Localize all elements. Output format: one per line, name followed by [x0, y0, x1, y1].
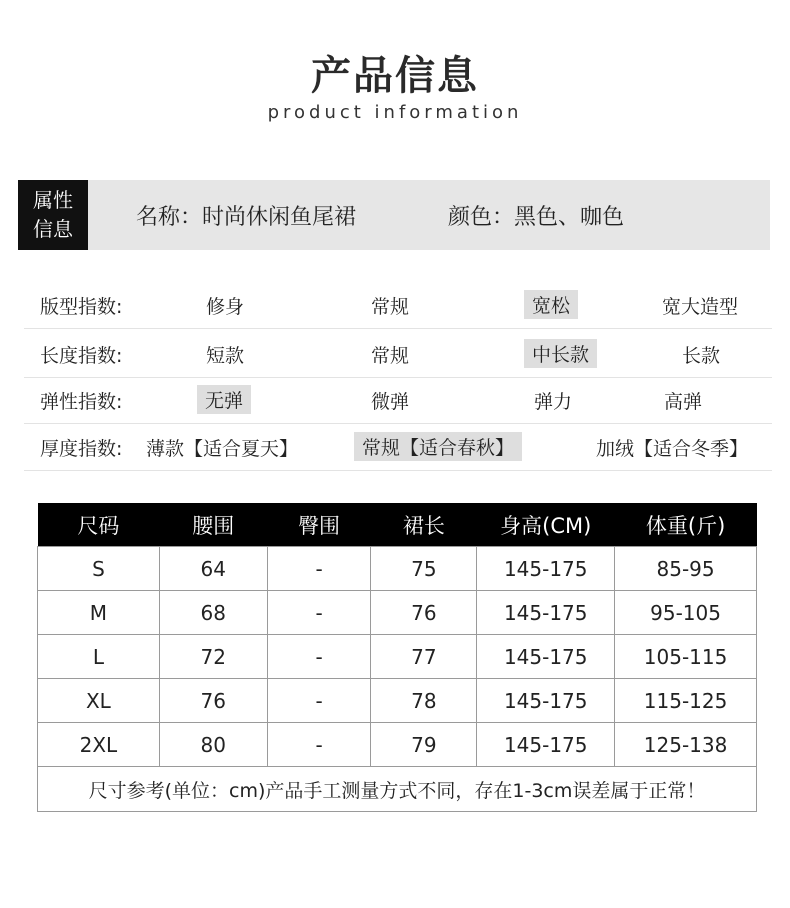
- table-cell: 75: [371, 547, 477, 591]
- column-header: 体重(斤): [615, 503, 757, 547]
- table-header-row: [38, 503, 757, 547]
- elasticity-index-row: [24, 377, 772, 424]
- index-option-selected: 宽松: [524, 290, 578, 319]
- table-cell: L: [38, 635, 160, 679]
- table-cell: M: [38, 591, 160, 635]
- table-cell: -: [267, 723, 371, 767]
- table-cell: XL: [38, 679, 160, 723]
- column-header: 身高(CM): [477, 503, 615, 547]
- table-cell: 115-125: [615, 679, 757, 723]
- table-row: [38, 723, 757, 767]
- index-option: 常规: [371, 345, 410, 367]
- table-cell: 105-115: [615, 635, 757, 679]
- size-table: [37, 503, 757, 812]
- column-header: 腰围: [159, 503, 267, 547]
- table-cell: 145-175: [477, 591, 615, 635]
- table-cell: 77: [371, 635, 477, 679]
- product-color: 颜色：黑色、咖色: [448, 205, 625, 230]
- table-cell: -: [267, 679, 371, 723]
- index-option: 常规: [371, 296, 410, 318]
- index-label: 弹性指数:: [40, 391, 123, 413]
- table-cell: -: [267, 547, 371, 591]
- attribute-tag: [18, 180, 88, 250]
- column-header: 臀围: [267, 503, 371, 547]
- index-option: 长款: [682, 345, 721, 367]
- table-cell: 85-95: [615, 547, 757, 591]
- attribute-bar: [18, 180, 770, 250]
- index-label: 版型指数:: [40, 296, 123, 318]
- index-label: 长度指数:: [40, 345, 123, 367]
- index-option: 修身: [206, 296, 245, 318]
- table-cell: 2XL: [38, 723, 160, 767]
- index-label: 厚度指数:: [40, 438, 123, 460]
- table-cell: 125-138: [615, 723, 757, 767]
- index-option: 弹力: [534, 391, 573, 413]
- index-option: 加绒【适合冬季】: [596, 438, 749, 460]
- index-option-selected: 中长款: [524, 339, 597, 368]
- table-row: [38, 679, 757, 723]
- thickness-index-row: [24, 424, 772, 471]
- table-row: [38, 547, 757, 591]
- table-cell: S: [38, 547, 160, 591]
- table-cell: -: [267, 635, 371, 679]
- table-cell: 78: [371, 679, 477, 723]
- table-cell: 145-175: [477, 679, 615, 723]
- table-cell: -: [267, 591, 371, 635]
- table-cell: 76: [159, 679, 267, 723]
- table-note-row: [38, 767, 757, 812]
- table-row: [38, 635, 757, 679]
- table-cell: 95-105: [615, 591, 757, 635]
- page-title: 产品信息: [311, 53, 479, 99]
- table-cell: 80: [159, 723, 267, 767]
- length-index-row: [24, 331, 772, 378]
- column-header: 尺码: [38, 503, 160, 547]
- table-cell: 145-175: [477, 635, 615, 679]
- index-option: 宽大造型: [662, 296, 739, 318]
- table-cell: 79: [371, 723, 477, 767]
- index-option: 薄款【适合夏天】: [146, 438, 299, 460]
- table-cell: 145-175: [477, 723, 615, 767]
- table-row: [38, 591, 757, 635]
- table-cell: 68: [159, 591, 267, 635]
- page-subtitle: product information: [267, 102, 523, 123]
- table-cell: 64: [159, 547, 267, 591]
- attribute-tag-line1: 属性: [33, 188, 73, 212]
- size-note: 尺寸参考(单位：cm)产品手工测量方式不同，存在1-3cm误差属于正常！: [38, 767, 757, 812]
- index-option: 短款: [206, 345, 245, 367]
- index-option-selected: 常规【适合春秋】: [354, 432, 522, 461]
- column-header: 裙长: [371, 503, 477, 547]
- product-name: 名称：时尚休闲鱼尾裙: [136, 205, 357, 230]
- table-cell: 145-175: [477, 547, 615, 591]
- table-cell: 72: [159, 635, 267, 679]
- index-option: 微弹: [371, 391, 410, 413]
- attribute-tag-line2: 信息: [33, 217, 73, 241]
- index-option-selected: 无弹: [197, 385, 251, 414]
- table-cell: 76: [371, 591, 477, 635]
- index-option: 高弹: [664, 391, 703, 413]
- fit-index-row: [24, 282, 772, 329]
